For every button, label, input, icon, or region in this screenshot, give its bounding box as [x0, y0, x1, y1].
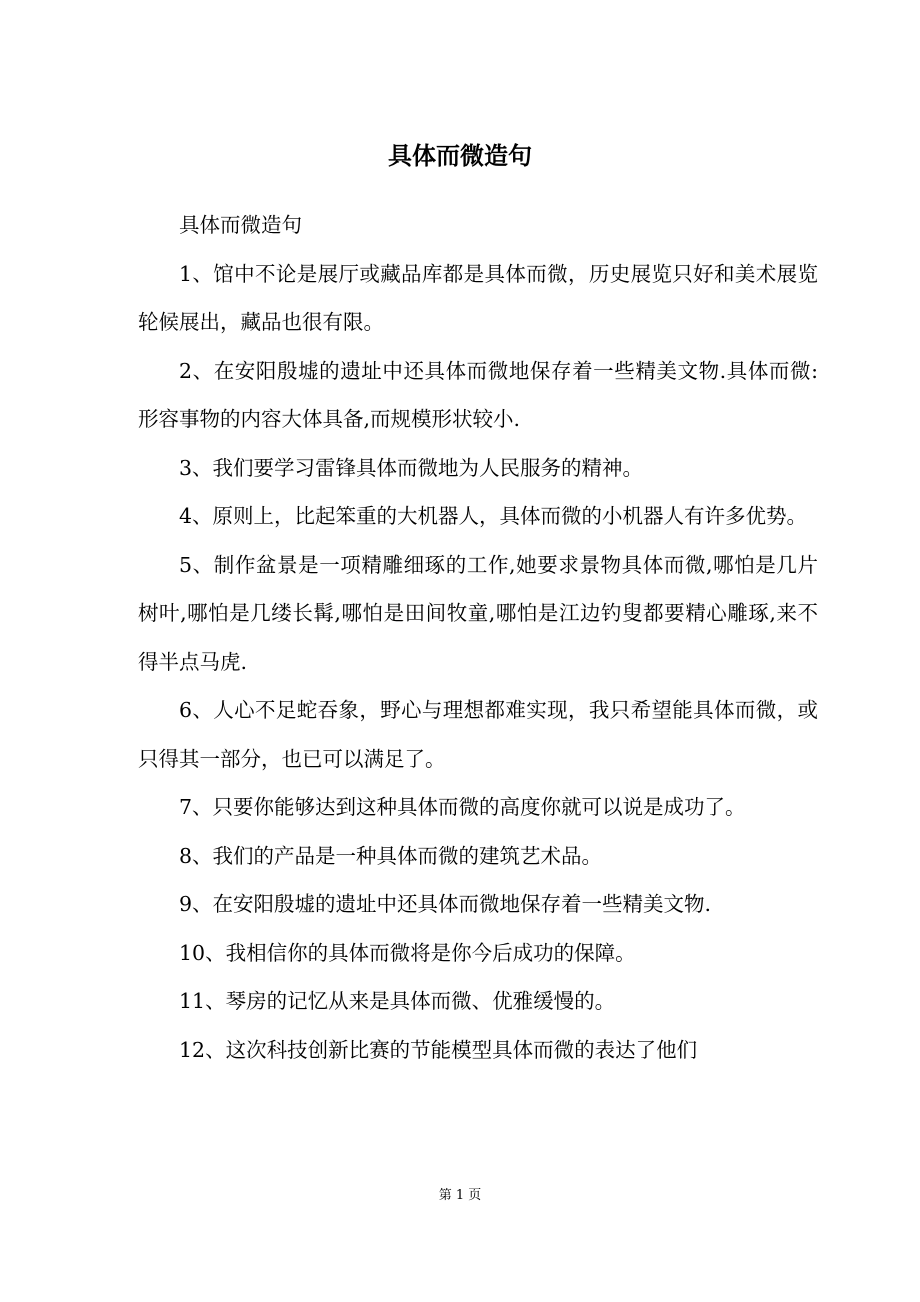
- intro-line: 具体而微造句: [179, 213, 302, 237]
- sentence-4: 4、原则上，比起笨重的大机器人，具体而微的小机器人有许多优势。: [179, 504, 808, 528]
- sentence-7: 7、只要你能够达到这种具体而微的高度你就可以说是成功了。: [179, 795, 746, 819]
- sentence-5: 5、制作盆景是一项精雕细琢的工作,她要求景物具体而微,哪怕是几片树叶,哪怕是几缕长髯,哪怕是田间牧童,哪怕是江边钓叟都要精心雕琢,来不得半点马虎.: [138, 552, 818, 674]
- page-number: 第 1 页: [438, 1188, 482, 1203]
- sentence-1: 1、馆中不论是展厅或藏品库都是具体而微，历史展览只好和美术展览轮候展出，藏品也很有限。: [138, 261, 818, 334]
- document-body: [138, 201, 818, 1074]
- sentence-6: 6、人心不足蛇吞象，野心与理想都难实现，我只希望能具体而微，或只得其一部分，也已可以满足了。: [138, 698, 818, 771]
- sentence-2: 2、在安阳殷墟的遗址中还具体而微地保存着一些精美文物.具体而微:形容事物的内容大体具备,而规模形状较小.: [138, 358, 818, 431]
- sentence-12: 12、这次科技创新比赛的节能模型具体而微的表达了他们: [179, 1037, 698, 1062]
- sentence-8: 8、我们的产品是一种具体而微的建筑艺术品。: [179, 843, 603, 868]
- document-title: 具体而微造句: [388, 142, 532, 170]
- sentence-9: 9、在安阳殷墟的遗址中还具体而微地保存着一些精美文物.: [179, 892, 712, 916]
- sentence-10: 10、我相信你的具体而微将是你今后成功的保障。: [179, 940, 636, 965]
- sentence-11: 11、琴房的记忆从来是具体而微、优雅缓慢的。: [179, 989, 616, 1013]
- sentence-3: 3、我们要学习雷锋具体而微地为人民服务的精神。: [179, 455, 644, 480]
